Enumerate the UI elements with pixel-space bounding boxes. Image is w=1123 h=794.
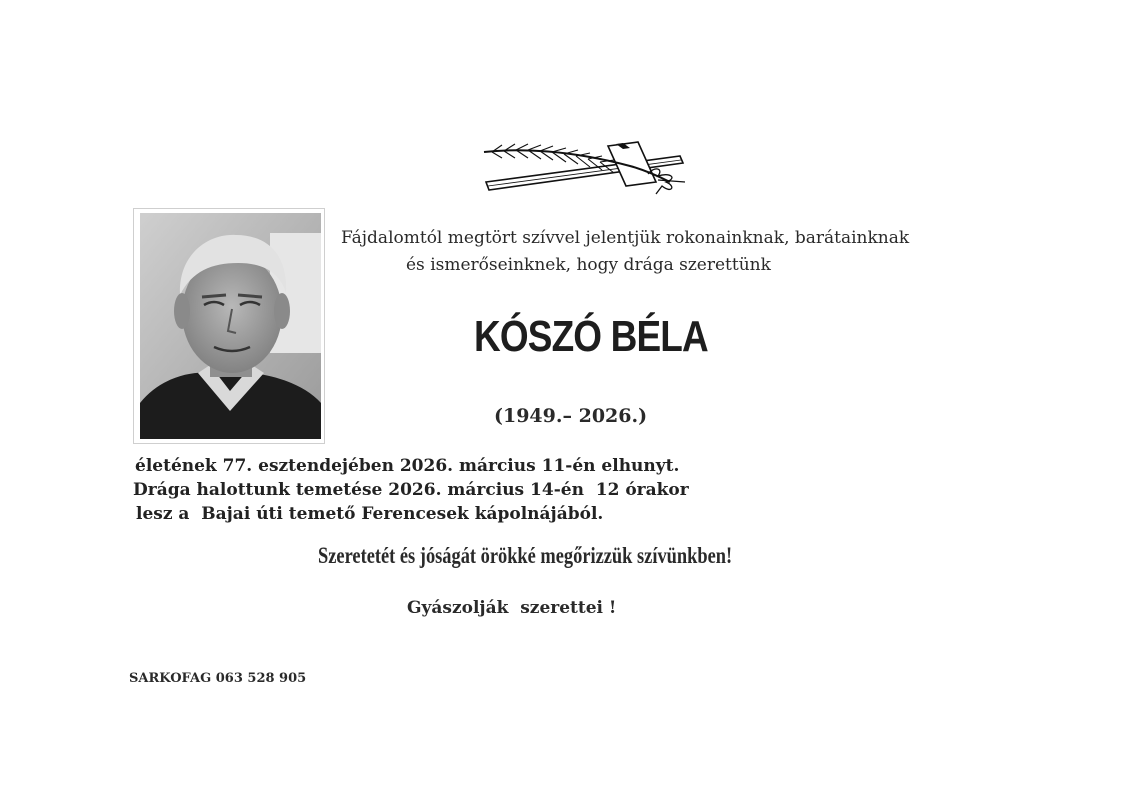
detail-line: életének 77. esztendejében 2026. március 11-én elhunyt.	[135, 456, 680, 476]
detail-line: lesz a Bajai úti temető Ferencesek kápolnájából.	[136, 504, 604, 524]
mourners-line: Gyászolják szerettei !	[407, 598, 617, 618]
deceased-name: KÓSZÓ BÉLA	[474, 312, 708, 361]
intro-line: és ismerőseinknek, hogy drága szerettünk	[406, 255, 771, 275]
funeral-company-contact: SARKOFAG 063 528 905	[129, 671, 307, 686]
portrait-photo	[140, 213, 321, 439]
life-years: (1949.– 2026.)	[494, 405, 648, 427]
portrait-frame	[133, 208, 325, 444]
detail-line: Drága halottunk temetése 2026. március 14-én 12 órakor	[133, 480, 689, 500]
memorial-motto: Szeretetét és jóságát örökké megőrizzük szívünkben!	[318, 543, 733, 568]
intro-line: Fájdalomtól megtört szívvel jelentjük rokonainknak, barátainknak	[341, 228, 910, 248]
cross-with-palm-branch-icon	[480, 136, 695, 198]
